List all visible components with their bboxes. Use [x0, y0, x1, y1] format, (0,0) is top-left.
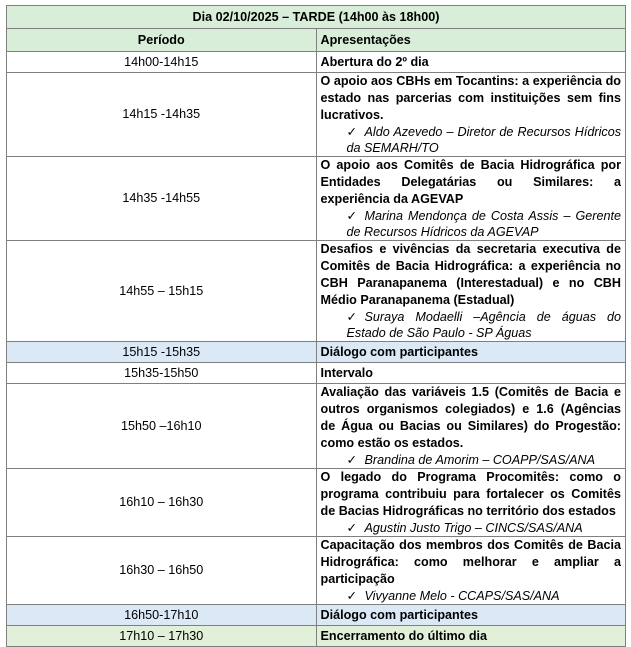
row-speaker: Brandina de Amorim – COAPP/SAS/ANA: [364, 453, 596, 467]
row-time: 16h50-17h10: [7, 605, 317, 626]
table-row: [7, 469, 626, 537]
row-speaker-line: [321, 588, 622, 604]
table-row: [7, 384, 626, 469]
row-title: Desafios e vivências da secretaria executiva de Comitês de Bacia Hidrográfica: a experiência no CBH Paranapanema (Interestadual) e no CBH Médio Paranapanema (Estadual): [320, 242, 621, 307]
table-row: [7, 605, 626, 626]
checkmark-icon: ✓: [346, 589, 358, 603]
row-title: Diálogo com participantes: [316, 342, 626, 363]
row-speaker: Agustin Justo Trigo – CINCS/SAS/ANA: [364, 521, 583, 535]
row-speaker-line: [321, 309, 622, 341]
checkmark-icon: ✓: [346, 453, 358, 467]
title-row: [7, 6, 626, 29]
row-time: 16h30 – 16h50: [7, 537, 317, 605]
row-time: 14h35 -14h55: [7, 157, 317, 241]
row-time: 14h00-14h15: [7, 52, 317, 73]
row-speaker: Aldo Azevedo – Diretor de Recursos Hídricos da SEMARH/TO: [346, 125, 621, 155]
row-title: O legado do Programa Procomitês: como o programa contribuiu para fortalecer os Comitês de Bacias Hidrográficas no território dos estados: [320, 470, 621, 518]
row-title: Encerramento do último dia: [316, 626, 626, 647]
row-title: Avaliação das variáveis 1.5 (Comitês de Bacia e outros organismos colegiados) e 1.6 (Agências de Água ou Bacias ou Similares) do Progestão: como estão os estados.: [320, 385, 621, 450]
table-row: [7, 363, 626, 384]
schedule-title: Dia 02/10/2025 – TARDE (14h00 às 18h00): [7, 6, 626, 29]
row-speaker: Suraya Modaelli –Agência de águas do Estado de São Paulo - SP Águas: [346, 310, 621, 340]
checkmark-icon: ✓: [346, 521, 358, 535]
checkmark-icon: ✓: [346, 209, 358, 223]
row-title: Diálogo com participantes: [316, 605, 626, 626]
schedule-table: [6, 5, 626, 647]
row-time: 14h15 -14h35: [7, 73, 317, 157]
table-row: [7, 52, 626, 73]
table-row: [7, 342, 626, 363]
row-title: Intervalo: [316, 363, 626, 384]
row-speaker-line: [321, 452, 622, 468]
row-time: 15h50 –16h10: [7, 384, 317, 469]
row-time: 16h10 – 16h30: [7, 469, 317, 537]
schedule-container: [6, 5, 626, 647]
header-presentations: Apresentações: [316, 29, 626, 52]
row-time: 15h35-15h50: [7, 363, 317, 384]
row-speaker-line: [321, 208, 622, 240]
table-row: [7, 241, 626, 342]
checkmark-icon: ✓: [346, 310, 358, 324]
checkmark-icon: ✓: [346, 125, 358, 139]
row-speaker: Vivyanne Melo - CCAPS/SAS/ANA: [364, 589, 560, 603]
row-time: 14h55 – 15h15: [7, 241, 317, 342]
table-row: [7, 626, 626, 647]
header-row: [7, 29, 626, 52]
row-content: [316, 537, 626, 605]
table-row: [7, 73, 626, 157]
row-speaker: Marina Mendonça de Costa Assis – Gerente de Recursos Hídricos da AGEVAP: [346, 209, 621, 239]
row-content: [316, 73, 626, 157]
table-row: [7, 537, 626, 605]
row-title: Capacitação dos membros dos Comitês de Bacia Hidrográfica: como melhorar e ampliar a participação: [320, 538, 621, 586]
row-speaker-line: [321, 520, 622, 536]
row-title: O apoio aos Comitês de Bacia Hidrográfica por Entidades Delegatárias ou Similares: a experiência da AGEVAP: [320, 158, 621, 206]
row-content: [316, 384, 626, 469]
row-content: [316, 157, 626, 241]
row-time: 15h15 -15h35: [7, 342, 317, 363]
row-title: Abertura do 2º dia: [316, 52, 626, 73]
table-row: [7, 157, 626, 241]
row-time: 17h10 – 17h30: [7, 626, 317, 647]
row-title: O apoio aos CBHs em Tocantins: a experiência do estado nas parcerias com instituições sem fins lucrativos.: [320, 74, 621, 122]
row-content: [316, 469, 626, 537]
row-speaker-line: [321, 124, 622, 156]
header-period: Período: [7, 29, 317, 52]
row-content: [316, 241, 626, 342]
